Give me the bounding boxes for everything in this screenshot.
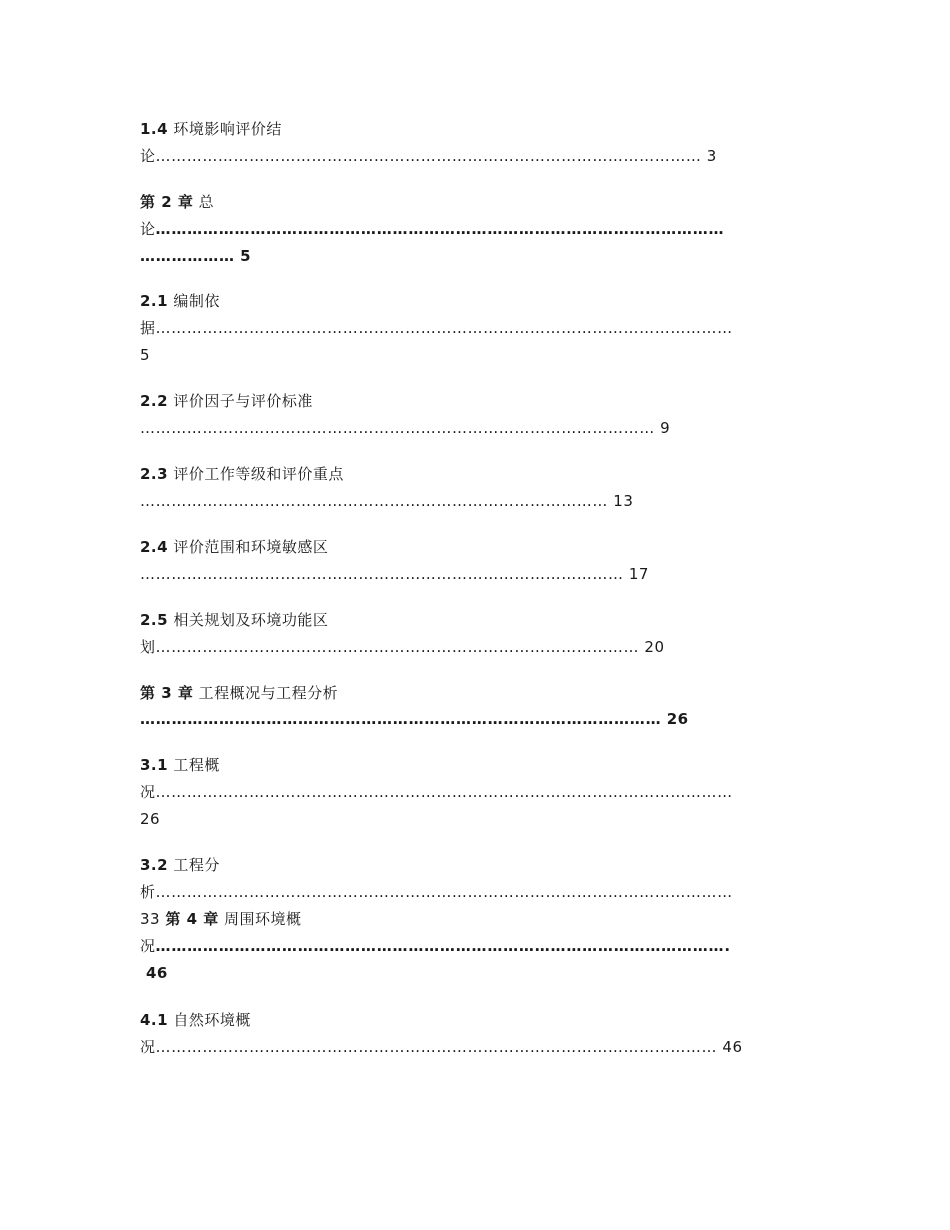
toc-entry-leader-line — [140, 637, 665, 657]
toc-entry-leader-line — [140, 491, 633, 511]
toc-leader-dots: ………………………………………………………………………………… — [140, 565, 624, 583]
toc-entry-wrap-text: 况 — [140, 937, 156, 955]
toc-entry-number: 3.2 — [140, 856, 169, 874]
toc-entry-text: 编制依 — [168, 292, 220, 310]
toc-leader-dots: ……………………………………………………………………………………………… — [155, 1038, 718, 1056]
toc-page-number: 46 — [722, 1038, 743, 1056]
toc-entry-leader-line — [140, 246, 251, 266]
toc-entry-wrap-text: 论 — [140, 220, 156, 238]
toc-entry-title — [140, 119, 282, 139]
toc-page-number-line — [140, 809, 160, 829]
toc-entry-text: 工程概况与工程分析 — [193, 684, 339, 702]
toc-page-number: 3 — [706, 147, 717, 165]
toc-leader-dots: ……………………………………………………………………………………… — [140, 419, 655, 437]
toc-page-number: 9 — [660, 419, 671, 437]
toc-entry-title — [140, 610, 328, 630]
toc-entry-number: 2.1 — [140, 292, 169, 310]
toc-chapter-number: 第 4 章 — [165, 910, 219, 928]
toc-entry-number: 2.3 — [140, 465, 169, 483]
toc-page-number: 5 — [140, 346, 151, 364]
toc-entry-title — [140, 855, 220, 875]
toc-page-number: 20 — [644, 638, 665, 656]
toc-entry-title — [140, 391, 313, 411]
toc-entry-text: 自然环境概 — [168, 1011, 251, 1029]
toc-leader-dots: ………………………………………………………………………………………………… — [155, 783, 733, 801]
toc-entry-number: 2.2 — [140, 392, 169, 410]
toc-entry-number: 2.4 — [140, 538, 169, 556]
toc-leader-dots: ………………………………………………………………………………………………. — [155, 937, 731, 955]
toc-entry-title — [140, 1010, 251, 1030]
toc-entry-wrap-text: 况 — [140, 783, 156, 801]
toc-leader-dots: ……………………………………………………………………………………………… — [155, 220, 725, 238]
toc-entry-leader-line — [140, 564, 649, 584]
toc-entry-text: 评价工作等级和评价重点 — [168, 465, 344, 483]
toc-page-number: 46 — [146, 964, 168, 982]
toc-entry-text: 环境影响评价结 — [168, 120, 282, 138]
toc-leader-dots: ……………………………………………………………………………… — [140, 492, 608, 510]
toc-leader-dots: ……………………………………………………………………………………… — [140, 710, 662, 728]
toc-entry-leader-line — [140, 146, 717, 166]
toc-page-number: 5 — [240, 247, 252, 265]
toc-entry-title — [140, 192, 214, 212]
toc-page-number: 17 — [628, 565, 649, 583]
toc-leader-dots: …………………………………………………………………………………………… — [155, 147, 702, 165]
toc-entry-leader-line — [140, 1037, 743, 1057]
toc-entry-wrap-text: 况 — [140, 1038, 156, 1056]
toc-entry-title — [140, 755, 220, 775]
toc-mixed-line — [140, 909, 302, 929]
toc-entry-title — [140, 464, 344, 484]
toc-entry-wrap-text: 据 — [140, 319, 156, 337]
toc-entry-wrap-text: 析 — [140, 883, 156, 901]
toc-entry-number: 2.5 — [140, 611, 169, 629]
toc-page-number-line — [140, 345, 150, 365]
toc-chapter-number: 第 3 章 — [140, 684, 194, 702]
toc-chapter-number: 第 2 章 — [140, 193, 194, 211]
toc-entry-leader-line — [140, 782, 733, 802]
toc-page-number: 33 — [140, 910, 161, 928]
toc-entry-text: 评价因子与评价标准 — [168, 392, 313, 410]
toc-leader-dots: ………………………………………………………………………………… — [155, 638, 640, 656]
toc-entry-number: 4.1 — [140, 1011, 169, 1029]
toc-page-number: 13 — [613, 492, 634, 510]
toc-entry-wrap-text: 论 — [140, 147, 156, 165]
toc-page-number-line — [140, 963, 168, 983]
toc-entry-text: 评价范围和环境敏感区 — [168, 538, 329, 556]
toc-entry-title — [140, 683, 338, 703]
toc-entry-wrap-text: 划 — [140, 638, 156, 656]
toc-entry-text: 工程分 — [168, 856, 220, 874]
toc-entry-number: 3.1 — [140, 756, 169, 774]
toc-entry-text: 相关规划及环境功能区 — [168, 611, 329, 629]
toc-leader-dots: ………………………………………………………………………………………………… — [155, 883, 733, 901]
toc-entry-leader-line — [140, 219, 724, 239]
toc-entry-leader-line — [140, 709, 689, 729]
toc-page-number: 26 — [666, 710, 689, 728]
toc-entry-text: 周围环境概 — [218, 910, 302, 928]
toc-entry-leader-line — [140, 418, 670, 438]
toc-entry-leader-line — [140, 318, 733, 338]
toc-entry-title — [140, 537, 328, 557]
toc-entry-title — [140, 291, 220, 311]
toc-entry-text: 工程概 — [168, 756, 220, 774]
toc-entry-text: 总 — [193, 193, 215, 211]
toc-leader-dots: ……………… — [140, 247, 235, 265]
toc-page-number: 26 — [140, 810, 161, 828]
toc-leader-dots: ………………………………………………………………………………………………… — [155, 319, 733, 337]
toc-entry-number: 1.4 — [140, 120, 169, 138]
toc-entry-leader-line — [140, 936, 731, 956]
toc-entry-leader-line — [140, 882, 733, 902]
